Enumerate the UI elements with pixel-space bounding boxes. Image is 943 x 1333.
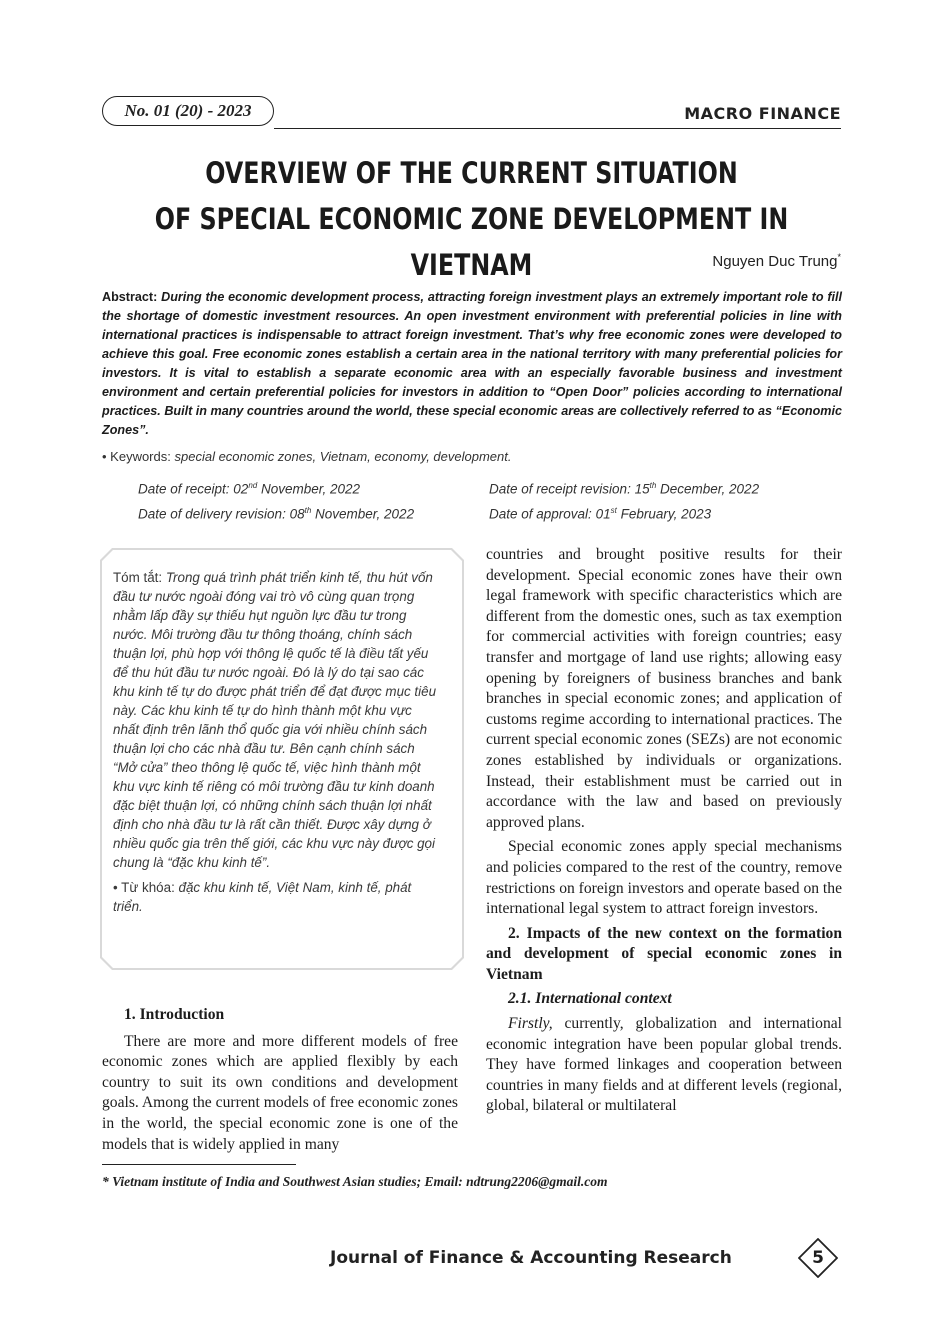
title-line-2: OF SPECIAL ECONOMIC ZONE DEVELOPMENT IN VIETNAM xyxy=(154,202,789,282)
date-approval-sup: st xyxy=(610,506,617,515)
vietnamese-abstract xyxy=(113,568,441,916)
date-delivery-sup: th xyxy=(304,506,312,515)
keywords-text: special economic zones, Vietnam, economy, development. xyxy=(174,449,512,464)
body-paragraph-1: countries and brought positive results for their development. Special economic zones have their own legal framework with specific characteristics which are different from the domestic ones, such as tax exemption for commercial activities with foreign countries; easy transfer and mortgage of land use rights; allowing easy opening by foreigners of business branches and bank branches in special economic zones; and application of customs regime according to international practices. The current special economic zones (SEZs) are not economic zones established by individuals or organizations. Instead, their establishment must be carried out in accordance with the law and based on previously approved plans. xyxy=(486,546,842,831)
footnote-rule xyxy=(102,1164,296,1165)
date-receipt-sup: nd xyxy=(248,481,258,490)
date-delivery-post: November, 2022 xyxy=(311,506,415,522)
date-receipt-rev-pre: Date of receipt revision: 15 xyxy=(489,481,650,497)
body-paragraph-2: Special economic zones apply special mechanisms and policies compared to the rest of the country, remove restrictions on foreign investors and operate based on the international legal system to attract foreign investors. xyxy=(486,838,842,918)
issue-number: No. 01 (20) - 2023 xyxy=(102,96,274,126)
section-label: MACRO FINANCE xyxy=(684,104,841,123)
body-paragraph-3 xyxy=(486,1014,842,1117)
author xyxy=(712,252,841,270)
body-paragraph-3-text: currently, globalization and international economic integration have been popular global trends. They have formed linkages and cooperation between countries in many fields and at different levels (regional, global, bilateral or multilateral xyxy=(486,1015,842,1115)
vietnamese-keywords-label: • Từ khóa: xyxy=(113,880,175,895)
date-receipt-post: November, 2022 xyxy=(257,481,361,497)
vietnamese-summary-label: Tóm tắt: xyxy=(113,570,163,585)
footnote: * Vietnam institute of India and Southwest Asian studies; Email: ndtrung2206@gmail.com xyxy=(102,1174,608,1189)
page-number xyxy=(798,1238,838,1278)
abstract xyxy=(102,288,842,440)
vietnamese-summary-text: Trong quá trình phát triển kinh tế, thu hút vốn đầu tư nước ngoài đóng vai trò vô cùng quan trọng nhằm lấp đầy sự thiếu hụt nguồn lực đầu tư trong nước. Môi trường đầu tư thông thoáng, chính sách thuận lợi, phù hợp với thông lệ quốc tế là điều tất yếu để thu hút đầu tư nước ngoài. Đó là lý do tại sao các khu kinh tế tự do được phát triển để đạt được mục tiêu này. Các khu kinh tế tự do hình thành một khu vực nhất định trên lãnh thổ quốc gia với nhiều chính sách thuận lợi cho các nhà đầu tư. Bên cạnh chính sách “Mở cửa” theo thông lệ quốc tế, việc hình thành một khu vực kinh tế riêng có môi trường đầu tư kinh doanh đặc biệt thuận lợi, có những chính sách thuận lợi nhất định cho nhà đầu tư là rất cần thiết. Được xây dựng ở nhiều quốc gia trên thế giới, các khu vực này được gọi chung là “đặc khu kinh tế”. xyxy=(113,570,437,870)
date-receipt-pre: Date of receipt: 02 xyxy=(138,481,249,497)
author-footnote-mark: * xyxy=(837,252,841,262)
keywords-label: • Keywords: xyxy=(102,449,171,464)
date-receipt-rev-sup: th xyxy=(649,481,657,490)
journal-name: Journal of Finance & Accounting Research xyxy=(330,1248,732,1268)
page-number-text: 5 xyxy=(812,1248,824,1268)
vietnamese-keywords xyxy=(113,878,441,916)
vietnamese-summary xyxy=(113,568,441,872)
date-receipt-rev-post: December, 2022 xyxy=(656,481,760,497)
article-title xyxy=(134,150,809,288)
section-2-heading: 2. Impacts of the new context on the formation and development of special economic zones in Vietnam xyxy=(486,924,842,983)
date-delivery-pre: Date of delivery revision: 08 xyxy=(138,506,305,522)
section-2-1-heading: 2.1. International context xyxy=(508,990,672,1008)
introduction-heading: 1. Introduction xyxy=(124,1006,225,1023)
date-of-receipt-revision xyxy=(489,481,759,497)
right-column xyxy=(486,545,842,1117)
title-line-1: OVERVIEW OF THE CURRENT SITUATION xyxy=(205,156,738,190)
firstly-lead: Firstly, xyxy=(508,1015,553,1033)
keywords xyxy=(102,449,511,464)
date-of-approval xyxy=(489,506,711,522)
abstract-label: Abstract: xyxy=(102,290,158,304)
introduction-paragraph: There are more and more different models of free economic zones which are applied flexibly by each country to suit its own conditions and development goals. Among the current models of free economic zones in the world, the special economic zone is one of the models that is widely applied in many xyxy=(102,1032,458,1153)
header-rule xyxy=(274,128,841,129)
date-approval-post: February, 2023 xyxy=(616,506,712,522)
date-of-receipt xyxy=(138,481,360,497)
author-name: Nguyen Duc Trung xyxy=(712,253,838,270)
abstract-text: During the economic development process, attracting foreign investment plays an extremely important role to fill the shortage of domestic investment resources. An open investment environment with preferential policies in line with international practices is indispensable to attract foreign investment. That’s why free economic zones were developed to achieve this goal. Free economic zones establish a certain area in the national territory with many preferential policies for investors. It is vital to establish a separate economic area with an especially favorable business and investment environment and certain preferential policies for investors in addition to “Open Door” policies according to international practices. Built in many countries around the world, these special economic areas are collectively referred to as “Economic Zones”. xyxy=(102,290,843,437)
vietnamese-keywords-text: đặc khu kinh tế, Việt Nam, kinh tế, phát triển. xyxy=(113,880,412,914)
date-of-delivery-revision xyxy=(138,506,414,522)
date-approval-pre: Date of approval: 01 xyxy=(489,506,611,522)
left-column xyxy=(102,1005,458,1155)
